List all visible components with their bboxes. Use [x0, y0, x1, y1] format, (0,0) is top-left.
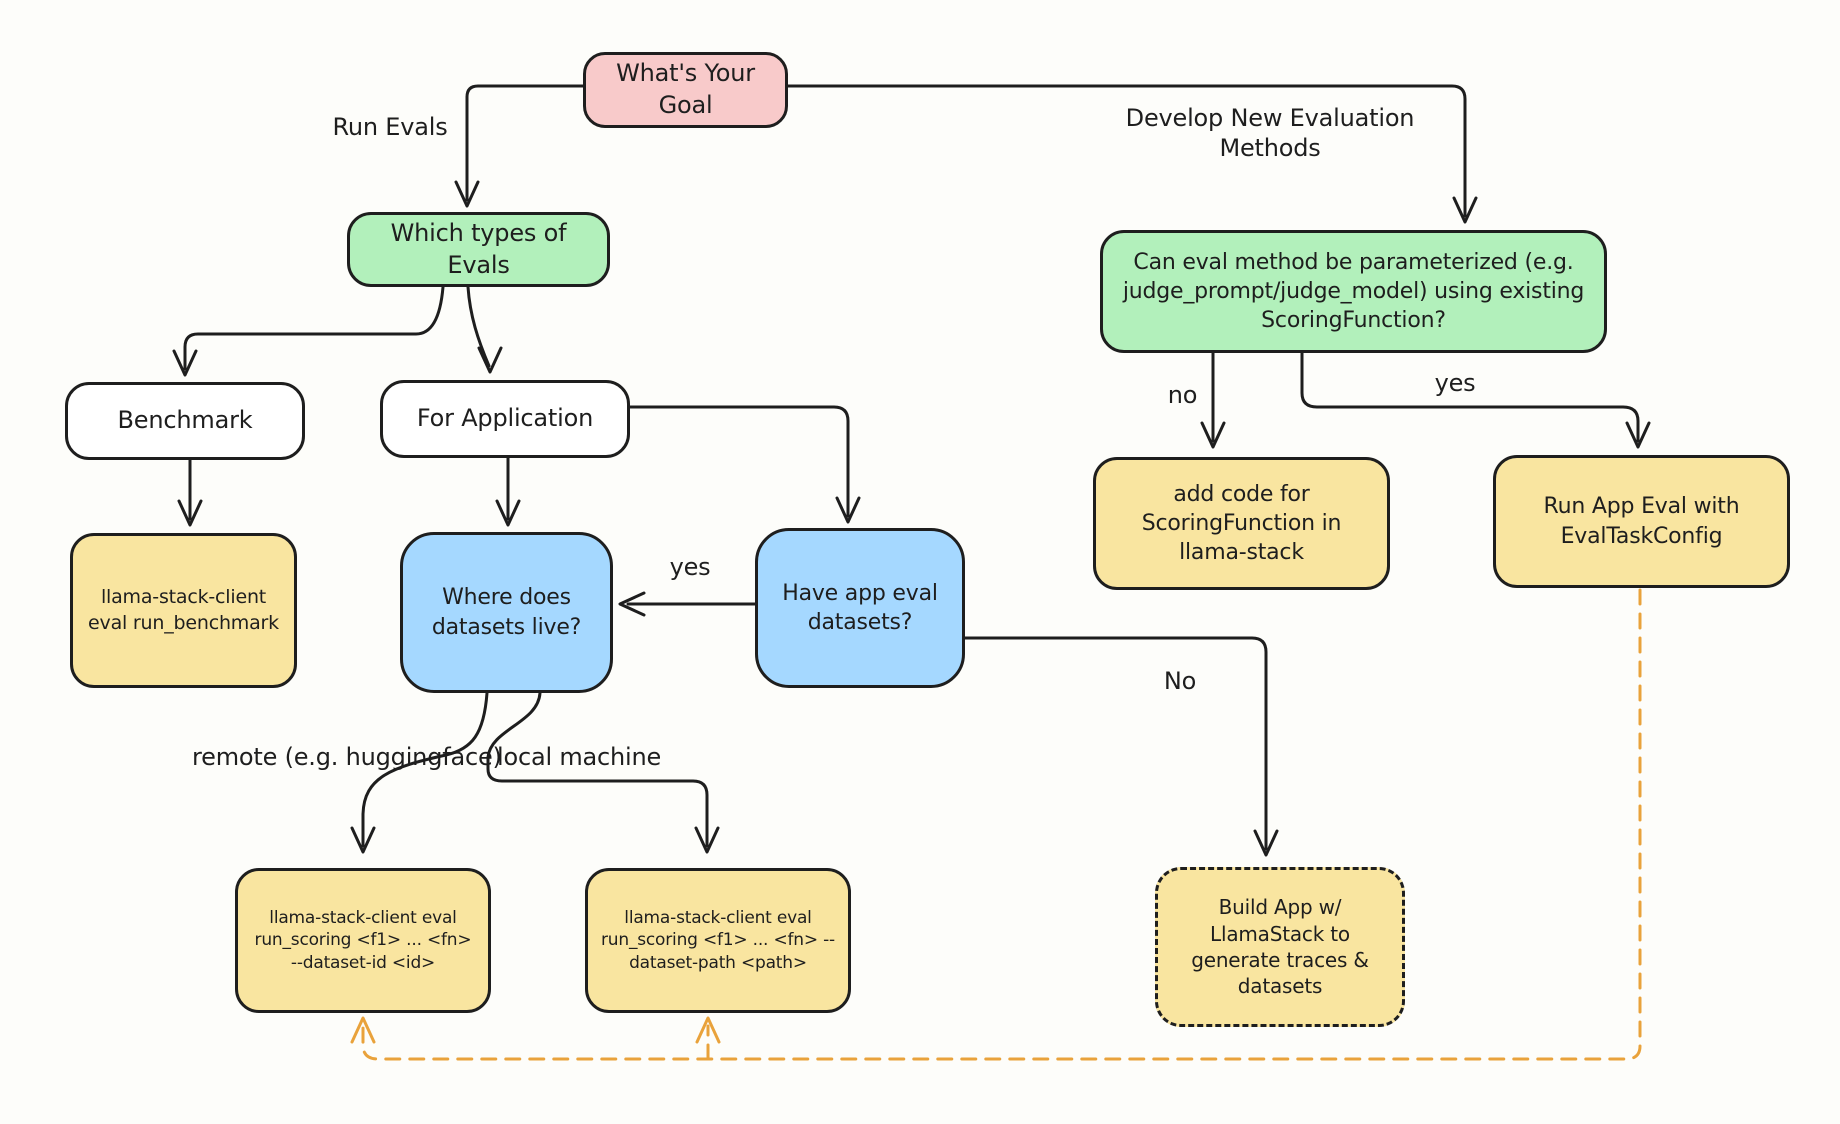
edge-goal-to-which-types [456, 86, 583, 206]
edge-have-datasets-no-to-build-app [965, 638, 1277, 855]
edge-label-no: no [1167, 381, 1198, 409]
node-build-app-llamastack: Build App w/ LlamaStack to generate traces & datasets [1155, 867, 1405, 1027]
edge-label-remote-huggingface: remote (e.g. huggingface) [192, 743, 502, 771]
node-run-benchmark-command: llama-stack-client eval run_benchmark [70, 533, 297, 688]
edge-label-develop-new-evaluation-methods: Develop New Evaluation Methods [1125, 104, 1415, 162]
edge-where-datasets-remote-to-run-scoring-id [352, 693, 487, 852]
edge-for-application-to-where-datasets [497, 458, 519, 525]
edge-label-yes-mid: yes [669, 553, 711, 581]
node-where-does-datasets-live: Where does datasets live? [400, 532, 613, 693]
edge-label-no-cap: No [1163, 667, 1197, 695]
node-which-types-of-evals: Which types of Evals [347, 212, 610, 287]
edge-label-local-machine: local machine [497, 743, 662, 771]
node-add-code-scoring-function: add code for ScoringFunction in llama-stack [1093, 457, 1390, 590]
node-for-application: For Application [380, 380, 630, 458]
edge-where-datasets-local-to-run-scoring-path [488, 693, 718, 852]
edge-benchmark-to-run-benchmark [179, 460, 201, 525]
edge-label-yes-right: yes [1434, 369, 1476, 397]
edge-for-application-to-have-datasets [630, 407, 859, 522]
edge-label-run-evals: Run Evals [332, 113, 448, 141]
node-can-eval-be-parameterized: Can eval method be parameterized (e.g. judge_prompt/judge_model) using existing ScoringFunction? [1100, 230, 1607, 353]
node-run-scoring-dataset-path-command: llama-stack-client eval run_scoring <f1> ... <fn> --dataset-path <path> [585, 868, 851, 1013]
node-have-app-eval-datasets: Have app eval datasets? [755, 528, 965, 688]
edge-which-types-to-benchmark [174, 287, 443, 375]
edge-which-types-to-for-application [468, 287, 501, 372]
node-run-scoring-dataset-id-command: llama-stack-client eval run_scoring <f1> ... <fn> --dataset-id <id> [235, 868, 491, 1013]
edge-have-datasets-yes-to-where-datasets [620, 593, 755, 615]
feedback-arrowheads [352, 1018, 719, 1042]
node-benchmark: Benchmark [65, 382, 305, 460]
node-run-app-eval: Run App Eval with EvalTaskConfig [1493, 455, 1790, 588]
node-whats-your-goal: What's Your Goal [583, 52, 788, 128]
